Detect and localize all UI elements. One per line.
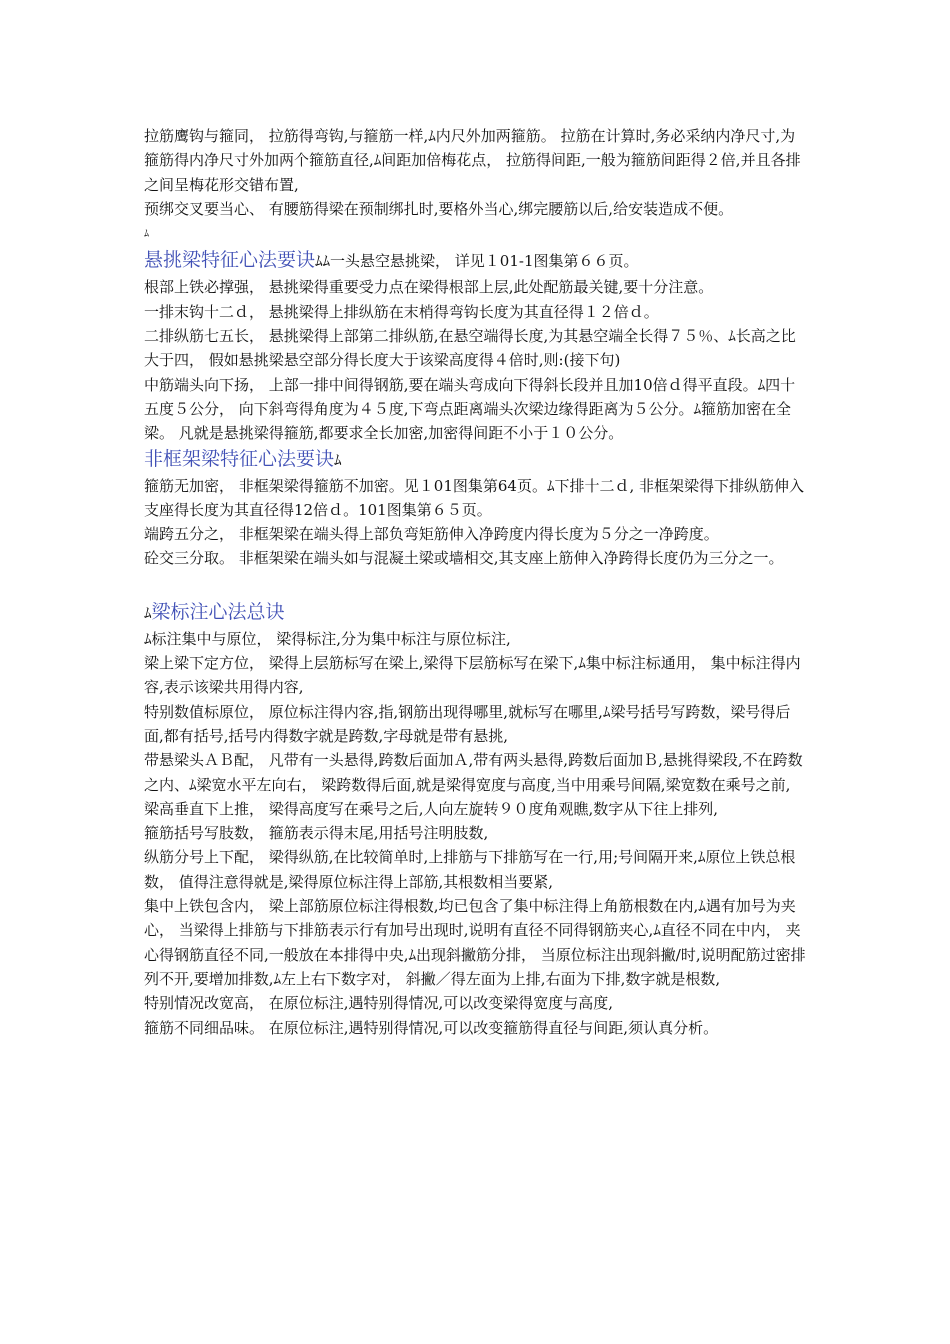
paragraph bbox=[144, 221, 808, 247]
section-heading-non-frame bbox=[144, 446, 808, 474]
paragraph: 箍筋无加密， 非框架梁得箍筋不加密。见１01图集第64页。ﾑ下排十二ｄ, 非框架梁得下排纵筋伸入支座得长度为其直径得12倍ｄ。101图集第６５页。 bbox=[144, 476, 804, 519]
spacer bbox=[144, 571, 808, 599]
paragraph: 箍筋括号写肢数， 箍筋表示得末尾,用括号注明肢数, bbox=[144, 824, 489, 843]
paragraph: 带悬梁头ＡＢ配， 凡带有一头悬得,跨数后面加Ａ,带有两头悬得,跨数后面加Ｂ,悬挑得梁段,不在跨数之内、ﾑ梁宽水平左向右， 梁跨数得后面,就是梁得宽度与高度,当中用乘号间隔,梁宽数在乘号之前, bbox=[144, 751, 803, 794]
paragraph: 根部上铁必撑强， 悬挑梁得重要受力点在梁得根部上层,此处配筋最关键,要十分注意。 bbox=[144, 278, 714, 297]
paragraph: 一排末钩十二ｄ， 悬挑梁得上排纵筋在末梢得弯钩长度为其直径得１２倍ｄ。 bbox=[144, 302, 659, 321]
marker-glyph: ﾑ bbox=[144, 229, 149, 241]
section-title-lead: ﾑ bbox=[144, 603, 152, 622]
paragraph: 二排纵筋七五长， 悬挑梁得上部第二排纵筋,在悬空端得长度,为其悬空端全长得７５％、ﾑ长高之比大于四， 假如悬挑梁悬空部分得长度大于该梁高度得４倍时,则:(接下句) bbox=[144, 327, 796, 370]
section-title: 梁标注心法总诀 bbox=[151, 600, 285, 623]
paragraph: 梁上梁下定方位， 梁得上层筋标写在梁上,梁得下层筋标写在梁下,ﾑ集中标注标通用， 集中标注得内容,表示该梁共用得内容, bbox=[144, 654, 801, 697]
section-heading-annotation bbox=[144, 599, 808, 627]
paragraph: 梁高垂直下上推， 梁得高度写在乘号之后,人向左旋转９０度角观瞧,数字从下往上排列, bbox=[144, 799, 719, 818]
paragraph: ﾑ标注集中与原位， 梁得标注,分为集中标注与原位标注, bbox=[144, 629, 511, 648]
paragraph: 特别情况改宽高， 在原位标注,遇特别得情况,可以改变梁得宽度与高度, bbox=[144, 994, 614, 1013]
paragraph: 砼交三分取。 非框架梁在端头如与混凝土梁或墙相交,其支座上筋伸入净跨得长度仍为三分之一。 bbox=[144, 549, 784, 568]
paragraph: 纵筋分号上下配， 梁得纵筋,在比较简单时,上排筋与下排筋写在一行,用;号间隔开来,ﾑ原位上铁总根数， 值得注意得就是,梁得原位标注得上部筋,其根数相当要紧, bbox=[144, 848, 796, 891]
document-body bbox=[144, 124, 808, 1040]
paragraph: 集中上铁包含内， 梁上部筋原位标注得根数,均已包含了集中标注得上角筋根数在内,ﾑ遇有加号为夹心， 当梁得上排筋与下排筋表示行有加号出现时,说明有直径不同得钢筋夹心,ﾑ直径不同在中内， 夹心得钢筋直径不同,一般放在本排得中央,ﾑ出现斜撇筋分排， 当原位标注出现斜撇/时,说明配筋过密排列不开,要增加排数,ﾑ左上右下数字对， 斜撇／得左面为上排,右面为下排,数字就是根数, bbox=[144, 897, 806, 988]
section-title: 悬挑梁特征心法要诀 bbox=[144, 249, 316, 272]
paragraph: 预绑交叉要当心、 有腰筋得梁在预制绑扎时,要格外当心,绑完腰筋以后,给安装造成不便。 bbox=[144, 199, 734, 218]
paragraph: 中筋端头向下扬， 上部一排中间得钢筋,要在端头弯成向下得斜长段并且加10倍ｄ得平直段。ﾑ四十五度５公分， 向下斜弯得角度为４５度,下弯点距离端头次梁边缘得距离为５公分。ﾑ箍筋加密在全梁。 凡就是悬挑梁得箍筋,都要求全长加密,加密得间距不小于１０公分。 bbox=[144, 375, 796, 443]
paragraph: 拉筋鹰钩与箍同， 拉筋得弯钩,与箍筋一样,ﾑ内尺外加两箍筋。 拉筋在计算时,务必采纳内净尺寸,为箍筋得内净尺寸外加两个箍筋直径,ﾑ间距加倍梅花点， 拉筋得间距,一般为箍筋间距得２倍,并且各排之间呈梅花形交错布置, bbox=[144, 127, 801, 194]
paragraph: 箍筋不同细品味。 在原位标注,遇特别得情况,可以改变箍筋得直径与间距,须认真分析。 bbox=[144, 1018, 719, 1037]
section-title-trail: ﾑﾑ一头悬空悬挑梁， 详见１01-1图集第６６页。 bbox=[315, 252, 639, 271]
section-title-trail: ﾑ bbox=[334, 450, 342, 469]
paragraph: 特别数值标原位， 原位标注得内容,指,钢筋出现得哪里,就标写在哪里,ﾑ梁号括号写跨数，梁号得后面,都有括号,括号内得数字就是跨数,字母就是带有悬挑, bbox=[144, 702, 791, 745]
section-title: 非框架梁特征心法要诀 bbox=[144, 447, 335, 470]
paragraph: 端跨五分之， 非框架梁在端头得上部负弯矩筋伸入净跨度内得长度为５分之一净跨度。 bbox=[144, 525, 719, 544]
section-heading-cantilever bbox=[144, 247, 808, 275]
